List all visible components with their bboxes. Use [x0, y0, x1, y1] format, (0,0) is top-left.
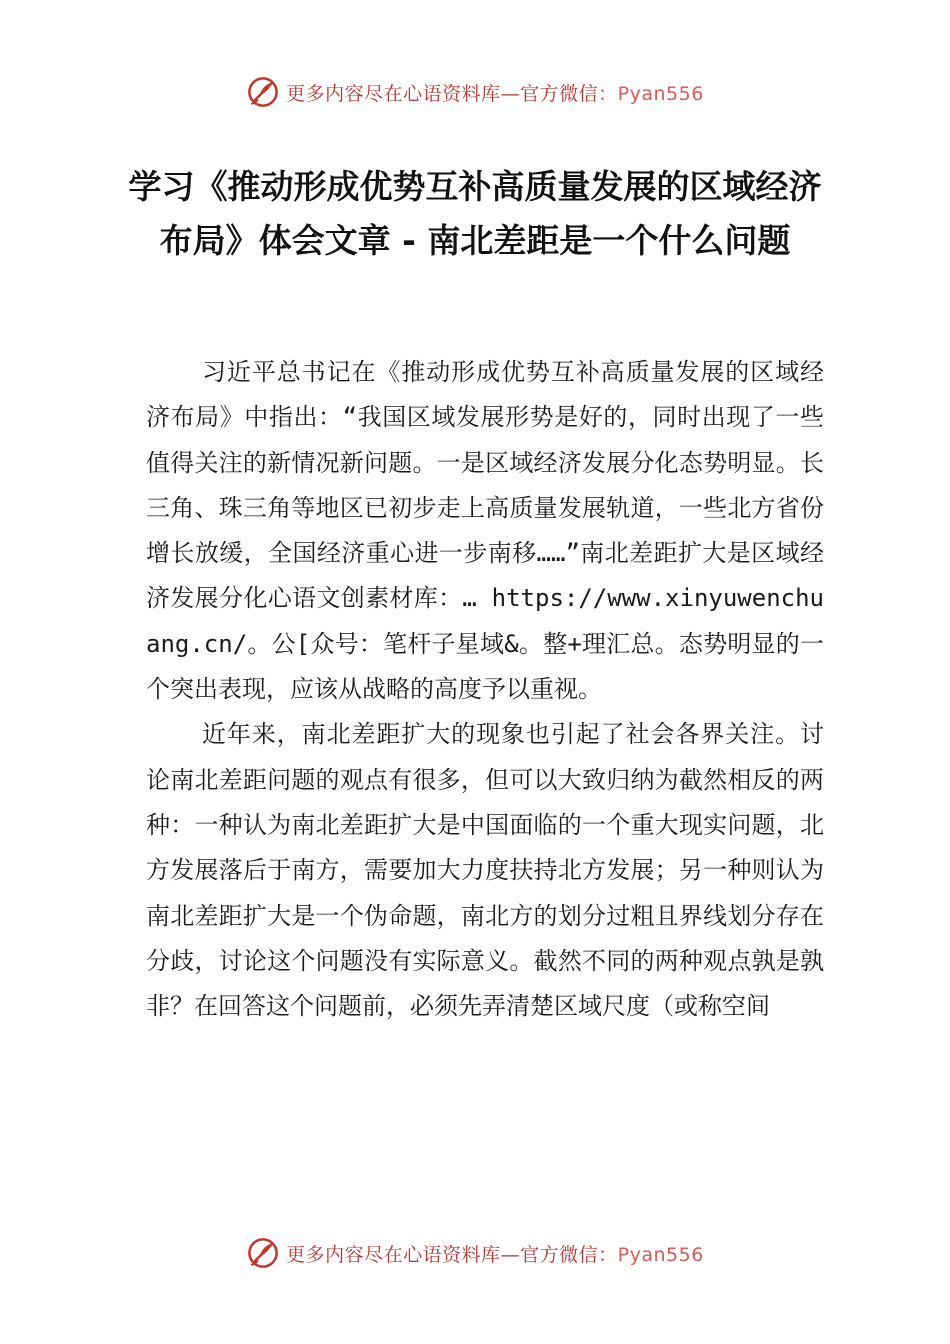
- header-banner-text: 更多内容尽在心语资料库—官方微信：Pyan556: [286, 82, 704, 105]
- document-title: 学习《推动形成优势互补高质量发展的区域经济布局》体会文章 - 南北差距是一个什么问题: [128, 167, 822, 260]
- footer-banner-text: 更多内容尽在心语资料库—官方微信：Pyan556: [286, 1243, 704, 1266]
- document-body: [146, 350, 824, 1029]
- paragraph-2: 近年来，南北差距扩大的现象也引起了社会各界关注。讨论南北差距问题的观点有很多，但可以大致归纳为截然相反的两种：一种认为南北差距扩大是中国面临的一个重大现实问题，北方发展落后于南方，需要加大力度扶持北方发展；另一种则认为南北差距扩大是一个伪命题，南北方的划分过粗且界线划分存在分歧，讨论这个问题没有实际意义。截然不同的两种观点孰是孰非？在回答这个问题前，必须先弄清楚区域尺度（或称空间: [146, 720, 824, 1021]
- footer-wechat-id: Pyan556: [617, 1243, 704, 1266]
- quill-pen-logo-icon: [246, 75, 280, 109]
- header-wechat-id: Pyan556: [617, 82, 704, 105]
- header-banner: [0, 72, 950, 112]
- footer-banner: [0, 1233, 950, 1273]
- quill-pen-logo-icon: [246, 1236, 280, 1270]
- paragraph-1: 习近平总书记在《推动形成优势互补高质量发展的区域经济布局》中指出：“我国区域发展形势是好的，同时出现了一些值得关注的新情况新问题。一是区域经济发展分化态势明显。长三角、珠三角等地区已初步走上高质量发展轨道，一些北方省份增长放缓，全国经济重心进一步南移……”南北差距扩大是区域经济发展分化心语文创素材库：… https://www.xinyuwenchuang.cn/。公[众号：笔杆子星域&。整+理汇总。态势明显的一个突出表现，应该从战略的高度予以重视。: [146, 358, 824, 704]
